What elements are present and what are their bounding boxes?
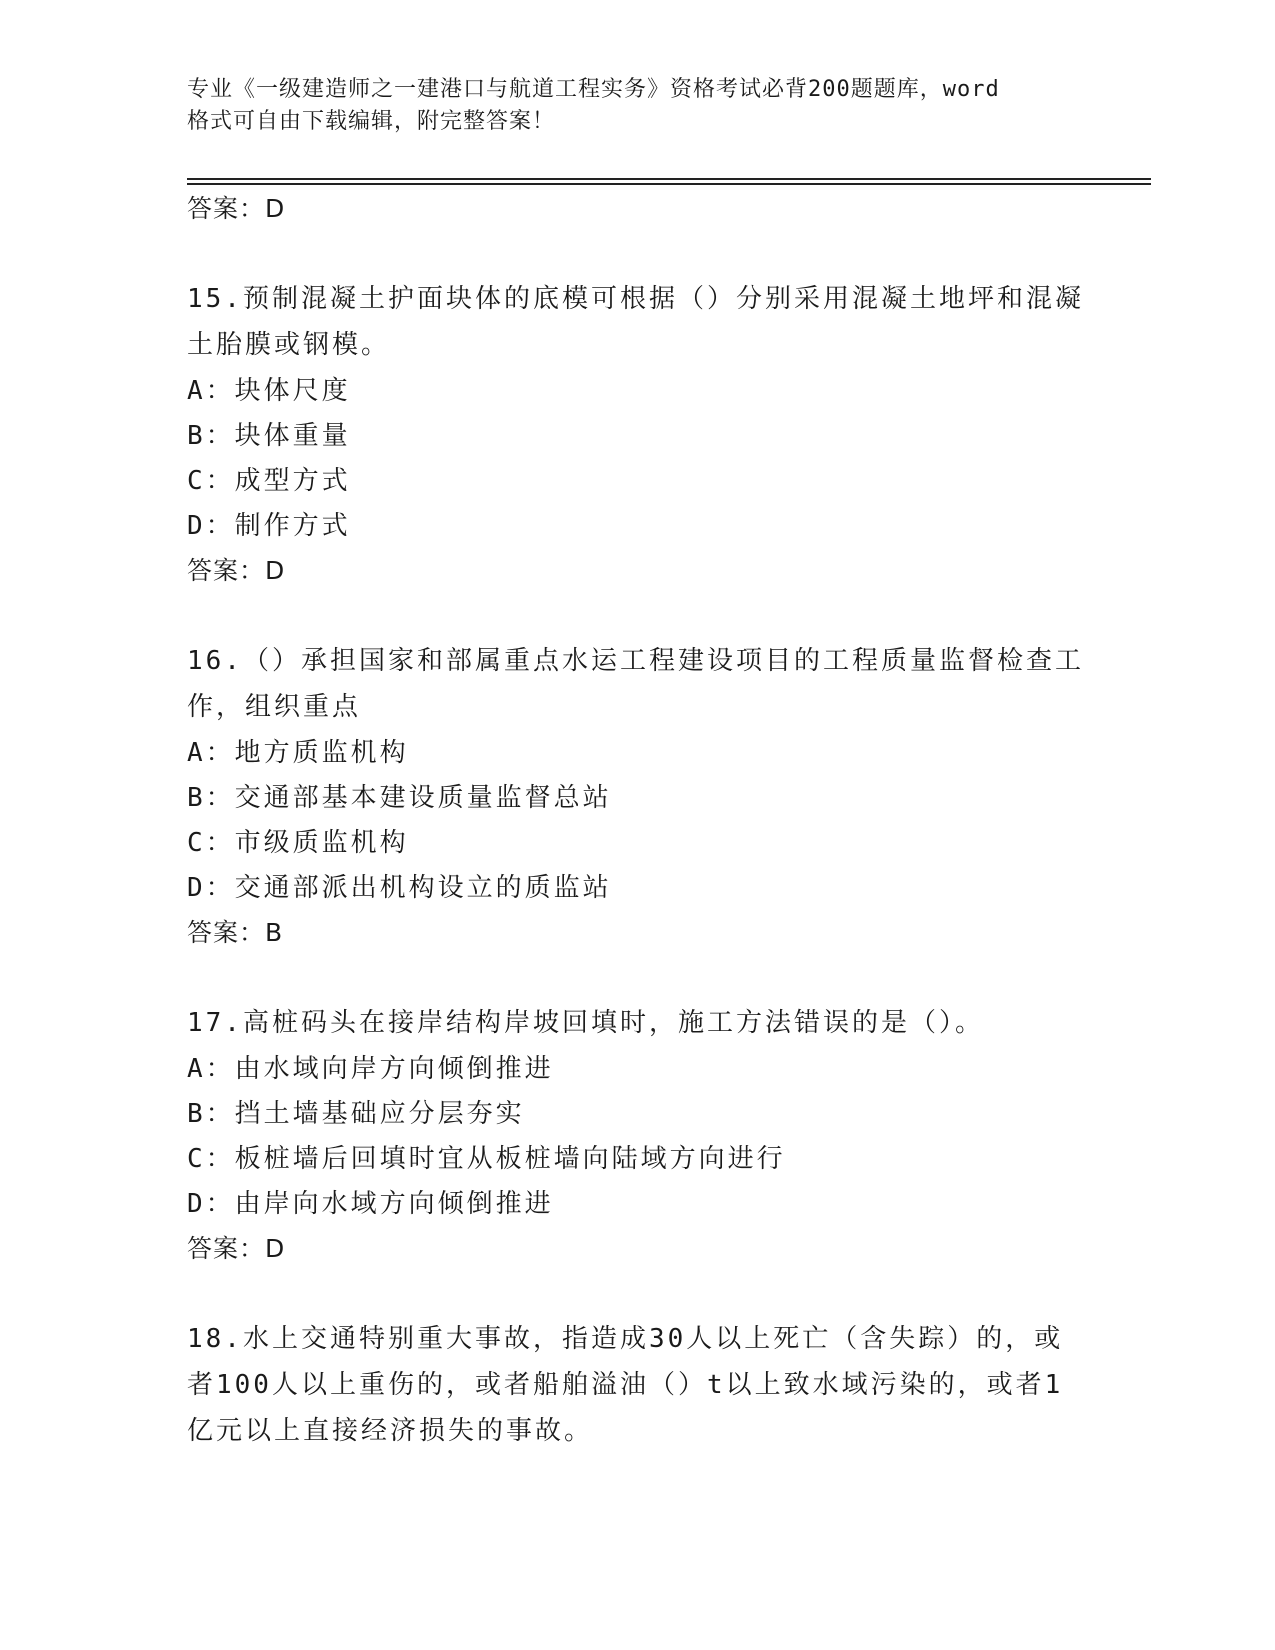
stem-line: 18.水上交通特别重大事故，指造成30人以上死亡（含失踪）的，或 — [187, 1324, 1064, 1354]
answer: 答案：B — [187, 918, 284, 947]
answer: 答案：D — [187, 556, 286, 585]
option-b: B：块体重量 — [187, 421, 351, 451]
stem-line: 16.（）承担国家和部属重点水运工程建设项目的工程质量监督检查工 — [187, 646, 1084, 676]
stem-line: 作，组织重点 — [187, 692, 362, 722]
option-b: B：挡土墙基础应分层夯实 — [187, 1099, 525, 1129]
document-body — [187, 186, 1087, 1454]
option-a: A：由水域向岸方向倾倒推进 — [187, 1054, 554, 1084]
option-b: B：交通部基本建设质量监督总站 — [187, 783, 612, 813]
question-stem — [187, 276, 1087, 368]
stem-line: 者100人以上重伤的，或者船舶溢油（）t以上致水域污染的，或者1 — [187, 1370, 1064, 1400]
question-15 — [187, 276, 1087, 594]
option-d: D：交通部派出机构设立的质监站 — [187, 873, 612, 903]
question-16 — [187, 638, 1087, 956]
stem-line: 15.预制混凝土护面块体的底模可根据（）分别采用混凝土地坪和混凝 — [187, 284, 1084, 314]
question-17 — [187, 1000, 1087, 1272]
header-line-1: 专业《一级建造师之一建港口与航道工程实务》资格考试必背200题题库，word — [187, 77, 1000, 102]
header-line-2: 格式可自由下载编辑，附完整答案！ — [187, 109, 556, 134]
option-a: A：地方质监机构 — [187, 738, 409, 768]
option-c: C：板桩墙后回填时宜从板桩墙向陆域方向进行 — [187, 1144, 786, 1174]
header-rule-top — [187, 178, 1151, 180]
previous-answer: 答案：D — [187, 194, 286, 223]
question-stem — [187, 1000, 1087, 1046]
question-stem — [187, 638, 1087, 730]
document-header — [187, 74, 1087, 138]
header-rule-bottom — [187, 183, 1151, 185]
question-stem — [187, 1316, 1087, 1454]
stem-line: 亿元以上直接经济损失的事故。 — [187, 1416, 594, 1446]
stem-line: 17.高桩码头在接岸结构岸坡回填时，施工方法错误的是（）。 — [187, 1008, 984, 1038]
option-c: C：成型方式 — [187, 466, 351, 496]
question-18 — [187, 1316, 1087, 1454]
stem-line: 土胎膜或钢模。 — [187, 330, 391, 360]
answer: 答案：D — [187, 1234, 286, 1263]
option-d: D：制作方式 — [187, 511, 351, 541]
option-a: A：块体尺度 — [187, 376, 351, 406]
option-d: D：由岸向水域方向倾倒推进 — [187, 1189, 554, 1219]
option-c: C：市级质监机构 — [187, 828, 409, 858]
